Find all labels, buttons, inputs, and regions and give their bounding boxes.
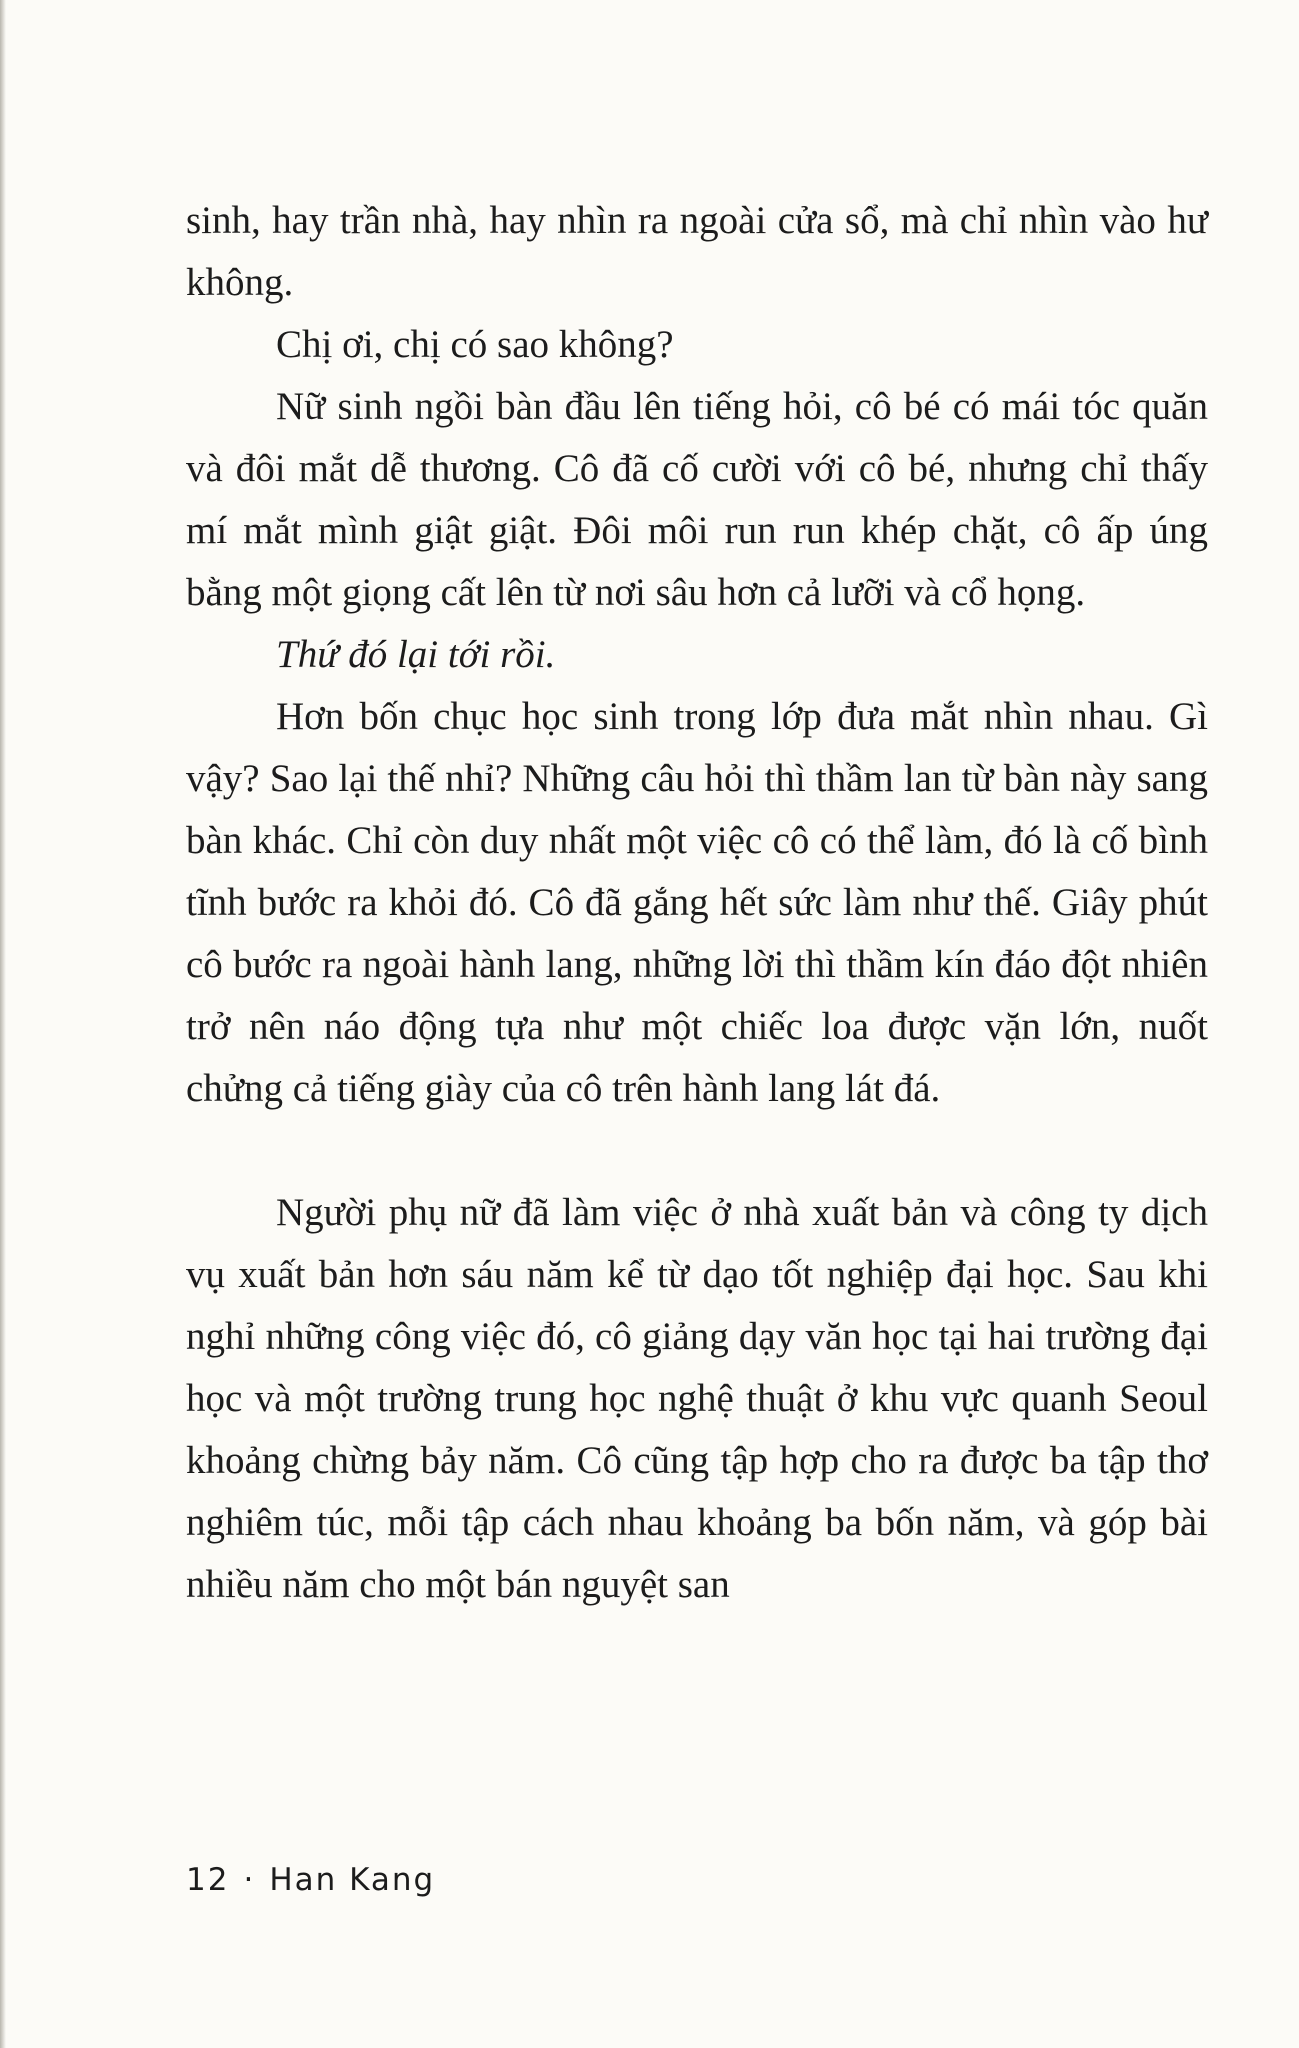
paragraph: sinh, hay trần nhà, hay nhìn ra ngoài cửa sổ, mà chỉ nhìn vào hư không. <box>186 199 1208 304</box>
paragraph: Người phụ nữ đã làm việc ở nhà xuất bản và công ty dịch vụ xuất bản hơn sáu năm kể từ dạo tốt nghiệp đại học. Sau khi nghỉ những công việc đó, cô giảng dạy văn học tại hai trường đại học và một trường trung học nghệ thuật ở khu vực quanh Seoul khoảng chừng bảy năm. Cô cũng tập hợp cho ra được ba tập thơ nghiêm túc, mỗi tập cách nhau khoảng ba bốn năm, và góp bài nhiều năm cho một bán nguyệt san <box>186 1191 1208 1606</box>
footer-separator: · <box>243 1862 256 1898</box>
italic-paragraph: Thứ đó lại tới rồi. <box>276 633 556 676</box>
running-author: Han Kang <box>269 1862 436 1898</box>
page-footer <box>186 1862 435 1898</box>
page-gutter-shadow <box>0 0 6 2048</box>
paragraph: Nữ sinh ngồi bàn đầu lên tiếng hỏi, cô bé có mái tóc quăn và đôi mắt dễ thương. Cô đã cố cười với cô bé, nhưng chỉ thấy mí mắt mình giật giật. Đôi môi run run khép chặt, cô ấp úng bằng một giọng cất lên từ nơi sâu hơn cả lưỡi và cổ họng. <box>186 385 1208 614</box>
paragraph: Hơn bốn chục học sinh trong lớp đưa mắt nhìn nhau. Gì vậy? Sao lại thế nhỉ? Những câu hỏi thì thầm lan từ bàn này sang bàn khác. Chỉ còn duy nhất một việc cô có thể làm, đó là cố bình tĩnh bước ra khỏi đó. Cô đã gắng hết sức làm như thế. Giây phút cô bước ra ngoài hành lang, những lời thì thầm kín đáo đột nhiên trở nên náo động tựa như một chiếc loa được vặn lớn, nuốt chửng cả tiếng giày của cô trên hành lang lát đá. <box>186 695 1208 1110</box>
page-number: 12 <box>186 1862 230 1898</box>
paragraph: Chị ơi, chị có sao không? <box>276 323 674 366</box>
body-text <box>186 190 1208 1616</box>
section-break <box>186 1120 1208 1182</box>
